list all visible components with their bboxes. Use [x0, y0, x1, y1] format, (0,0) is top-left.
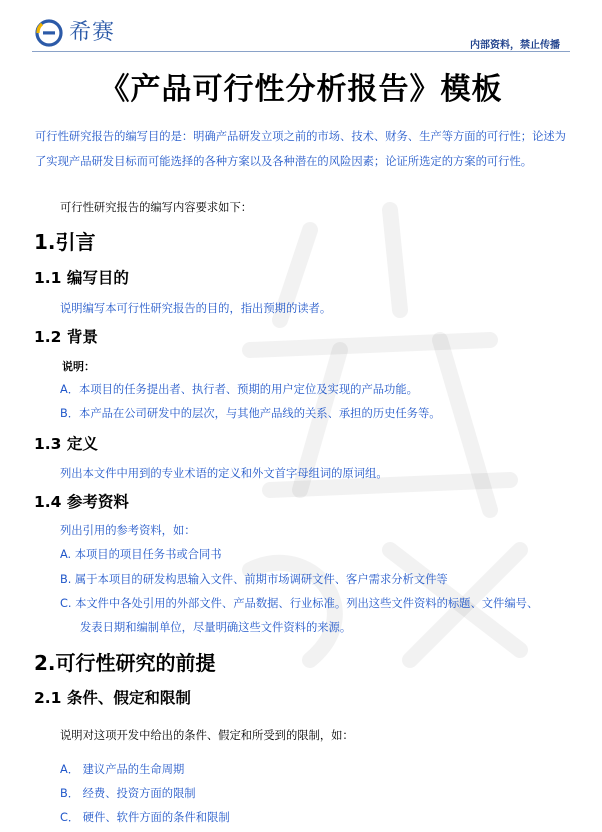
intro-paragraph: 可行性研究报告的编写目的是：明确产品研发立项之前的市场、技术、财务、生产等方面的可行性；论述为了实现产品研发目标而可能选择的各种方案以及各种潜在的风险因素；论证所选定的方案的可行性。: [35, 130, 566, 168]
section-1-1-heading: 1.1 编写目的: [34, 269, 129, 287]
section-1-1-text: 说明编写本可行性研究报告的目的，指出预期的读者。: [60, 302, 332, 315]
list-item: B. 属于本项目的研发构思输入文件、前期市场调研文件、客户需求分析文件等: [60, 573, 448, 586]
logo: [35, 19, 115, 47]
requirements-intro: 可行性研究报告的编写内容要求如下：: [60, 201, 253, 214]
section-1-4-text: 列出引用的参考资料，如：: [60, 524, 196, 537]
list-item-continuation: 发表日期和编制单位，尽量明确这些文件资料的来源。: [80, 621, 352, 634]
section-1-2-note-label: 说明：: [62, 360, 95, 373]
logo-e-icon: [35, 19, 63, 47]
section-1-heading: 1.引言: [34, 230, 96, 254]
watermark-graphic: [190, 190, 590, 690]
document-title: 《产品可行性分析报告》模板: [99, 72, 503, 107]
list-item: A．本项目的任务提出者、执行者、预期的用户定位及实现的产品功能。: [60, 383, 418, 396]
list-item: A. 本项目的项目任务书或合同书: [60, 548, 222, 561]
list-item: A． 建议产品的生命周期: [60, 763, 185, 776]
section-1-3-text: 列出本文件中用到的专业术语的定义和外文首字母组词的原词组。: [60, 467, 388, 480]
section-1-3-heading: 1.3 定义: [34, 435, 98, 453]
section-2-heading: 2.可行性研究的前提: [34, 651, 216, 675]
list-item: B．本产品在公司研发中的层次，与其他产品线的关系、承担的历史任务等。: [60, 407, 441, 420]
list-item: C. 本文件中各处引用的外部文件、产品数据、行业标准。列出这些文件资料的标题、文件编号、: [60, 597, 539, 610]
list-item: C． 硬件、软件方面的条件和限制: [60, 811, 230, 824]
section-2-1-text: 说明对这项开发中给出的条件、假定和所受到的限制，如：: [60, 729, 354, 742]
list-item: B． 经费、投资方面的限制: [60, 787, 196, 800]
section-1-2-heading: 1.2 背景: [34, 328, 98, 346]
section-1-4-heading: 1.4 参考资料: [34, 493, 129, 511]
confidential-notice: 内部资料，禁止传播: [470, 40, 560, 51]
page-header: [0, 0, 602, 56]
header-divider: [32, 51, 570, 52]
section-2-1-heading: 2.1 条件、假定和限制: [34, 689, 191, 707]
logo-text: 希赛: [69, 20, 116, 45]
